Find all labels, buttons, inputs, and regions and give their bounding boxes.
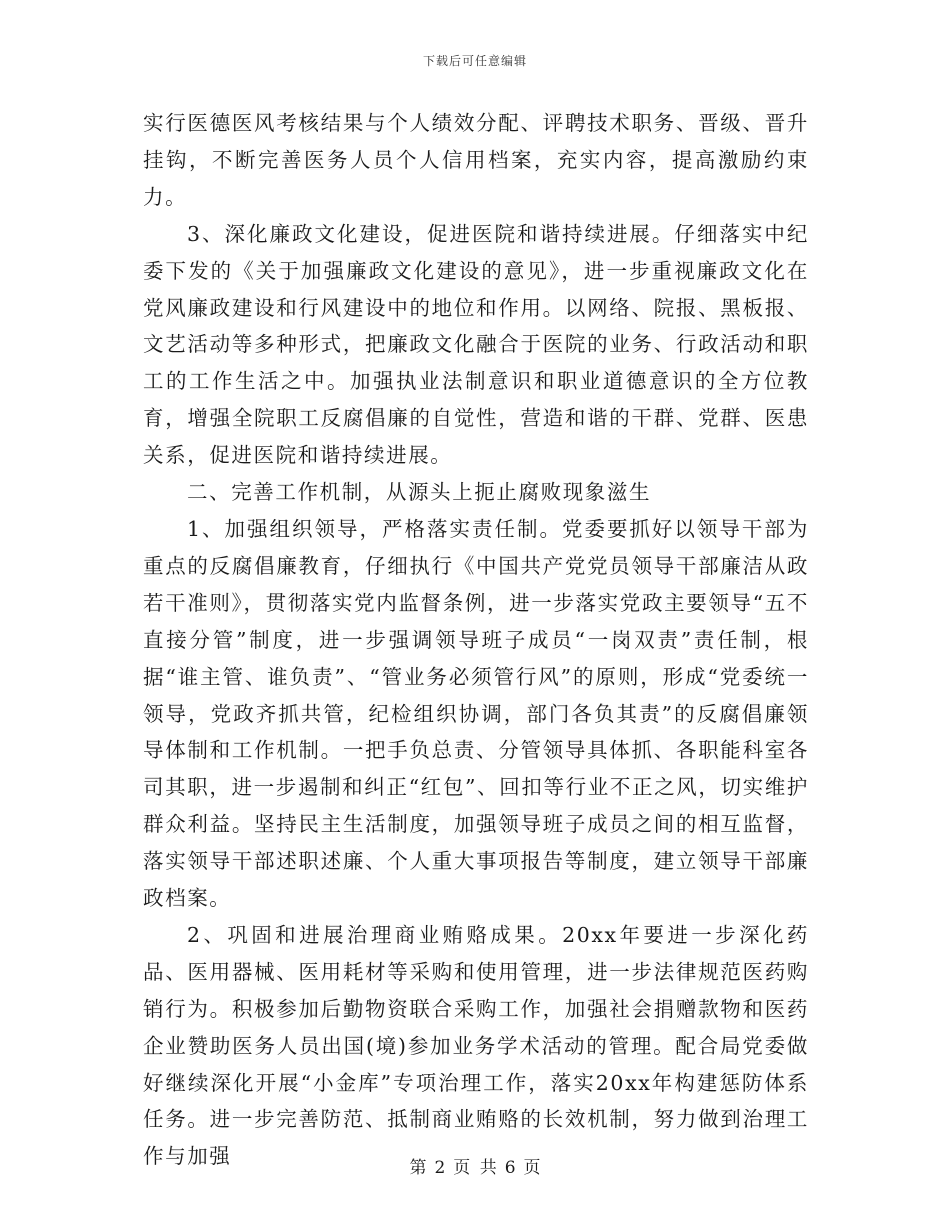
page-footer xyxy=(0,1153,950,1178)
document-body xyxy=(143,105,809,1175)
footer-middle: 页 共 xyxy=(453,1158,497,1178)
paragraph-continuation: 实行医德医风考核结果与个人绩效分配、评聘技术职务、晋级、晋升挂钩，不断完善医务人员个人信用档案，充实内容，提高激励约束力。 xyxy=(143,111,809,209)
page-header: 下载后可任意编辑 xyxy=(422,54,527,68)
paragraph-item-1: 1、加强组织领导，严格落实责任制。党委要抓好以领导干部为重点的反腐倡廉教育，仔细执行《中国共产党党员领导干部廉洁从政若干准则》，贯彻落实党内监督条例，进一步落实党政主要领导“五不直接分管”制度，进一步强调领导班子成员“一岗双责”责任制，根据“谁主管、谁负责”、“管业务必须管行风”的原则，形成“党委统一领导，党政齐抓共管，纪检组织协调，部门各负其责”的反腐倡廉领导体制和工作机制。一把手负总责、分管领导具体抓、各职能科室各司其职，进一步遏制和纠正“红包”、回扣等行业不正之风，切实维护群众利益。坚持民主生活制度，加强领导班子成员之间的相互监督，落实领导干部述职述廉、个人重大事项报告等制度，建立领导干部廉政档案。 xyxy=(143,516,809,911)
paragraph-item-2: 2、巩固和进展治理商业贿赂成果。20xx年要进一步深化药品、医用器械、医用耗材等采购和使用管理，进一步法律规范医药购销行为。积极参加后勤物资联合采购工作，加强社会捐赠款物和医药企业赞助医务人员出国(境)参加业务学术活动的管理。配合局党委做好继续深化开展“小金库”专项治理工作，落实20xx年构建惩防体系任务。进一步完善防范、抵制商业贿赂的长效机制，努力做到治理工作与加强 xyxy=(143,922,809,1169)
current-page-number: 2 xyxy=(434,1158,446,1178)
paragraph-item-3: 3、深化廉政文化建设，促进医院和谐持续进展。仔细落实中纪委下发的《关于加强廉政文化建设的意见》，进一步重视廉政文化在党风廉政建设和行风建设中的地位和作用。以网络、院报、黑板报、文艺活动等多种形式，把廉政文化融合于医院的业务、行政活动和职工的工作生活之中。加强执业法制意识和职业道德意识的全方位教育，增强全院职工反腐倡廉的自觉性，营造和谐的干群、党群、医患关系，促进医院和谐持续进展。 xyxy=(143,221,809,468)
section-heading-2: 二、完善工作机制，从源头上扼止腐败现象滋生 xyxy=(187,480,652,505)
total-pages-number: 6 xyxy=(504,1158,516,1178)
footer-suffix: 页 xyxy=(523,1158,541,1178)
footer-prefix: 第 xyxy=(409,1158,427,1178)
